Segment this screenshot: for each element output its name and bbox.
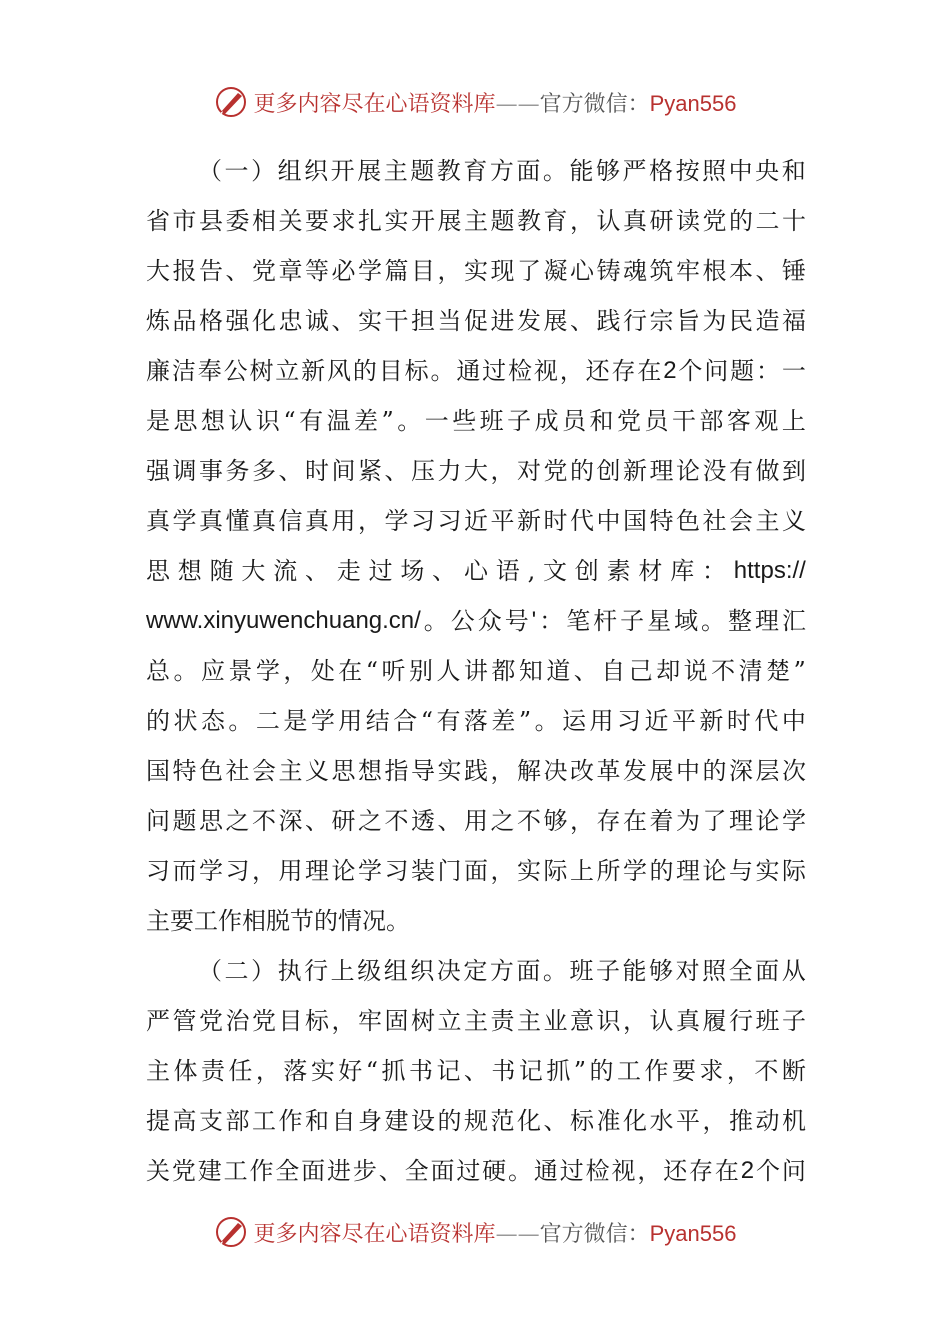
- text-line: （ 一 ） 组 织 开 展 主 题 教 育 方 面 。 能 够 严 格 按 照 中 央 和: [198, 157, 806, 185]
- text-line: 严 管 党 治 党 目 标 ， 牢 固 树 立 主 责 主 业 意 识 ， 认 真 履 行 班 子: [146, 1007, 806, 1035]
- footer-banner: [0, 1212, 950, 1252]
- pen-logo-icon: [214, 1215, 248, 1249]
- header-banner: [0, 82, 950, 122]
- text-line: （ 二 ） 执 行 上 级 组 织 决 定 方 面 。 班 子 能 够 对 照 全 面 从: [198, 957, 806, 985]
- banner-wechat-id: Pyan556: [649, 1220, 737, 1246]
- text-line: 思 想 随 大 流 、 走 过 场 、 心 语 , 文 创 素 材 库 ： https://: [146, 557, 806, 585]
- text-line: 提 高 支 部 工 作 和 自 身 建 设 的 规 范 化 、 标 准 化 水 平 ， 推 动 机: [146, 1107, 806, 1135]
- text-line: 真 学 真 懂 真 信 真 用 ， 学 习 习 近 平 新 时 代 中 国 特 色 社 会 主 义: [146, 507, 806, 535]
- text-line: 省 市 县 委 相 关 要 求 扎 实 开 展 主 题 教 育 ， 认 真 研 读 党 的 二 十: [146, 207, 806, 235]
- banner-text: [254, 87, 737, 118]
- text-line: 主 要 工 作 相 脱 节 的 情 况 。: [146, 907, 410, 935]
- text-line: 问 题 思 之 不 深 、 研 之 不 透 、 用 之 不 够 ， 存 在 着 为 了 理 论 学: [146, 807, 806, 835]
- banner-lead: 更多内容尽在心语资料库: [253, 1221, 496, 1247]
- text-line: 炼 品 格 强 化 忠 诚 、 实 干 担 当 促 进 发 展 、 践 行 宗 旨 为 民 造 福: [146, 307, 806, 335]
- pen-logo-icon: [214, 85, 248, 119]
- banner-wechat-label: 官方微信：: [539, 91, 650, 117]
- banner-lead: 更多内容尽在心语资料库: [253, 91, 496, 117]
- document-body: [146, 146, 806, 1196]
- text-line: 国 特 色 社 会 主 义 思 想 指 导 实 践 ， 解 决 改 革 发 展 中 的 深 层 次: [146, 757, 806, 785]
- text-line: 大 报 告 、 党 章 等 必 学 篇 目 ， 实 现 了 凝 心 铸 魂 筑 牢 根 本 、 锤: [146, 257, 806, 285]
- banner-wechat-label: 官方微信：: [539, 1221, 650, 1247]
- text-line: 廉 洁 奉 公 树 立 新 风 的 目 标 。 通 过 检 视 ， 还 存 在 2 个 问 题 ： 一: [146, 357, 806, 385]
- text-line: 是 思 想 认 识 “ 有 温 差 ” 。 一 些 班 子 成 员 和 党 员 干 部 客 观 上: [146, 407, 806, 435]
- text-line: 关 党 建 工 作 全 面 进 步 、 全 面 过 硬 。 通 过 检 视 ， 还 存 在 2 个 问: [146, 1157, 806, 1185]
- text-line: 总 。 应 景 学 ， 处 在 “ 听 别 人 讲 都 知 道 、 自 己 却 说 不 清 楚 ”: [146, 657, 806, 685]
- text-line: 主 体 责 任 ， 落 实 好 “ 抓 书 记 、 书 记 抓 ” 的 工 作 要 求 ， 不 断: [146, 1057, 806, 1085]
- text-line: 的 状 态 。 二 是 学 用 结 合 “ 有 落 差 ” 。 运 用 习 近 平 新 时 代 中: [146, 707, 806, 735]
- text-line: 习 而 学 习 ， 用 理 论 学 习 装 门 面 ， 实 际 上 所 学 的 理 论 与 实 际: [146, 857, 806, 885]
- banner-dash: ——: [495, 91, 540, 117]
- text-line: 强 调 事 务 多 、 时 间 紧 、 压 力 大 ， 对 党 的 创 新 理 论 没 有 做 到: [146, 457, 806, 485]
- text-line: www.xinyuwenchuang.cn/ 。 公 众 号 ' ： 笔 杆 子 星 域 。 整 理 汇: [146, 607, 806, 635]
- banner-text: [254, 1217, 737, 1248]
- banner-dash: ——: [495, 1221, 540, 1247]
- banner-wechat-id: Pyan556: [649, 90, 737, 116]
